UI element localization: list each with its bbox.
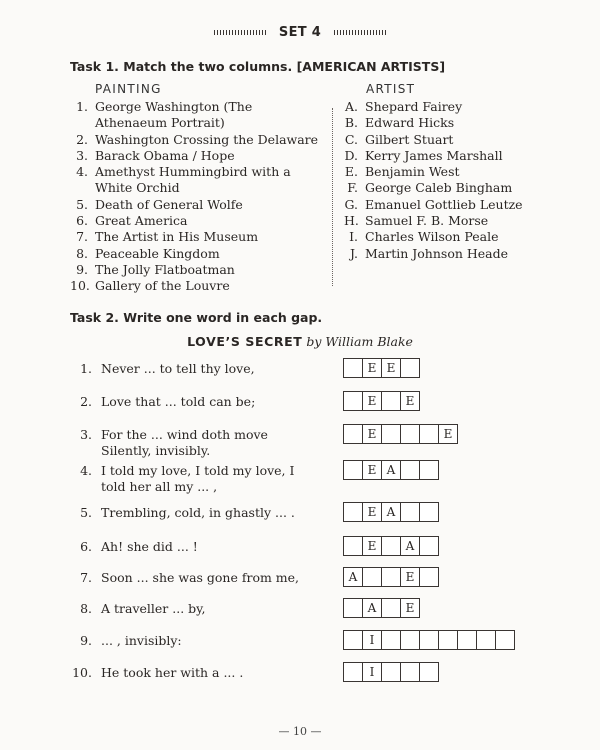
- line-text: Never ... to tell thy love,: [101, 361, 255, 376]
- item-text: Barack Obama / Hope: [95, 147, 235, 163]
- letter-grid: [343, 662, 439, 682]
- line-number: 9.: [80, 633, 92, 648]
- item-text: The Artist in His Museum: [95, 229, 259, 245]
- header-rule-right: [334, 30, 386, 35]
- list-item: [344, 197, 544, 213]
- item-number: 8.: [76, 245, 88, 261]
- letter-box[interactable]: E: [438, 424, 458, 444]
- line-number: 4.: [80, 463, 92, 478]
- letter-box[interactable]: E: [362, 502, 382, 522]
- letter-box[interactable]: [343, 358, 363, 378]
- item-number: H.: [344, 213, 359, 229]
- letter-box[interactable]: [400, 424, 420, 444]
- letter-grid: [343, 536, 439, 556]
- item-text: Shepard Fairey: [365, 99, 463, 114]
- letter-box[interactable]: [343, 502, 363, 522]
- item-text: Emanuel Gottlieb Leutze: [365, 196, 523, 212]
- letter-box[interactable]: [400, 460, 420, 480]
- list-item: [344, 213, 544, 229]
- list-item: [70, 278, 320, 294]
- letter-grid: [343, 358, 420, 378]
- item-text: Gilbert Stuart: [365, 131, 454, 147]
- letter-box[interactable]: [419, 460, 439, 480]
- letter-box[interactable]: [400, 630, 420, 650]
- letter-grid: [343, 567, 439, 587]
- letter-grid: [343, 391, 420, 411]
- letter-box[interactable]: E: [362, 536, 382, 556]
- list-item: [344, 132, 544, 148]
- line-text: Soon ... she was gone from me,: [101, 570, 300, 585]
- letter-box[interactable]: A: [400, 536, 420, 556]
- task2-title: Task 2. Write one word in each gap.: [70, 310, 323, 325]
- column-divider: [332, 108, 333, 286]
- item-text: Samuel F. B. Morse: [365, 213, 489, 229]
- list-item: [70, 148, 320, 164]
- item-text: Death of General Wolfe: [95, 196, 243, 212]
- line-number: 8.: [80, 601, 92, 616]
- letter-box[interactable]: [457, 630, 477, 650]
- letter-grid: [343, 460, 439, 480]
- letter-box[interactable]: [343, 662, 363, 682]
- list-item: [344, 99, 544, 115]
- item-text: Martin Johnson Heade: [365, 245, 509, 261]
- list-item: [344, 115, 544, 131]
- letter-grid: [343, 424, 458, 444]
- letter-box[interactable]: [381, 630, 401, 650]
- line-text: ... , invisibly:: [101, 633, 182, 648]
- item-number: B.: [344, 115, 358, 131]
- artist-column-header: ARTIST: [366, 82, 416, 96]
- letter-box[interactable]: [419, 630, 439, 650]
- painting-column-header: PAINTING: [95, 82, 162, 96]
- item-number: D.: [344, 147, 358, 163]
- letter-box[interactable]: [381, 567, 401, 587]
- letter-box[interactable]: A: [381, 502, 401, 522]
- letter-box[interactable]: [400, 502, 420, 522]
- letter-box[interactable]: [381, 598, 401, 618]
- task1-title: Task 1. Match the two columns. [AMERICAN ARTISTS]: [70, 59, 446, 74]
- item-number: 6.: [76, 213, 88, 229]
- item-number: 7.: [76, 229, 88, 245]
- letter-box[interactable]: E: [400, 391, 420, 411]
- letter-box[interactable]: E: [400, 567, 420, 587]
- list-item: [70, 229, 320, 245]
- line-text: Trembling, cold, in ghastly ... .: [101, 505, 295, 520]
- line-number: 1.: [80, 361, 92, 376]
- letter-box[interactable]: [343, 598, 363, 618]
- line-text: For the ... wind doth move Silently, invisibly.: [101, 427, 268, 458]
- item-number: 1.: [76, 99, 88, 114]
- line-text: He took her with a ... .: [101, 665, 244, 680]
- letter-box[interactable]: A: [343, 567, 363, 587]
- letter-box[interactable]: [381, 536, 401, 556]
- list-item: [70, 99, 320, 132]
- item-text: Edward Hicks: [365, 115, 455, 131]
- letter-box[interactable]: [362, 567, 382, 587]
- item-text: Peaceable Kingdom: [95, 245, 220, 261]
- item-number: I.: [349, 229, 358, 245]
- item-number: 4.: [76, 164, 88, 180]
- item-number: E.: [344, 164, 358, 180]
- letter-box[interactable]: [419, 502, 439, 522]
- item-number: 5.: [76, 196, 88, 212]
- letter-box[interactable]: [343, 536, 363, 556]
- item-text: Gallery of the Louvre: [95, 278, 230, 294]
- poem-title-line: [0, 334, 600, 349]
- list-item: [344, 246, 544, 262]
- item-text: Charles Wilson Peale: [365, 229, 499, 245]
- artist-list: [344, 99, 544, 262]
- item-text: Great America: [95, 213, 188, 229]
- letter-box[interactable]: [381, 424, 401, 444]
- line-text: Love that ... told can be;: [101, 394, 256, 409]
- letter-box[interactable]: [343, 630, 363, 650]
- letter-box[interactable]: [381, 391, 401, 411]
- letter-box[interactable]: A: [381, 460, 401, 480]
- item-text: Amethyst Hummingbird with a White Orchid: [95, 164, 291, 196]
- item-text: Benjamin West: [365, 164, 460, 180]
- line-number: 2.: [80, 394, 92, 409]
- letter-box[interactable]: [438, 630, 458, 650]
- letter-box[interactable]: [343, 391, 363, 411]
- letter-box[interactable]: [381, 662, 401, 682]
- list-item: [344, 180, 544, 196]
- item-number: 9.: [76, 261, 88, 277]
- item-number: F.: [347, 180, 358, 196]
- letter-box[interactable]: [419, 567, 439, 587]
- set-header: [0, 22, 600, 42]
- item-number: 2.: [76, 131, 88, 147]
- item-text: Kerry James Marshall: [365, 147, 503, 163]
- header-rule-left: [214, 30, 266, 35]
- line-text: Ah! she did ... !: [101, 539, 198, 554]
- list-item: [344, 229, 544, 245]
- item-number: A.: [344, 99, 358, 114]
- item-text: George Washington (The Athenaeum Portrait): [95, 99, 253, 131]
- letter-grid: [343, 630, 515, 650]
- line-number: 3.: [80, 427, 92, 442]
- letter-box[interactable]: E: [362, 460, 382, 480]
- list-item: [70, 197, 320, 213]
- letter-box[interactable]: [419, 536, 439, 556]
- letter-box[interactable]: [400, 358, 420, 378]
- letter-grid: [343, 598, 420, 618]
- letter-box[interactable]: I: [362, 662, 382, 682]
- item-number: 10.: [70, 278, 90, 294]
- item-number: G.: [344, 196, 358, 212]
- item-number: J.: [349, 245, 358, 261]
- letter-box[interactable]: A: [362, 598, 382, 618]
- item-number: C.: [344, 131, 358, 147]
- line-number: 10.: [72, 665, 92, 680]
- list-item: [70, 213, 320, 229]
- list-item: [70, 262, 320, 278]
- painting-list: [70, 99, 320, 295]
- letter-box[interactable]: E: [381, 358, 401, 378]
- letter-box[interactable]: I: [362, 630, 382, 650]
- item-text: The Jolly Flatboatman: [95, 261, 235, 277]
- letter-box[interactable]: [476, 630, 496, 650]
- letter-box[interactable]: [343, 460, 363, 480]
- item-text: Washington Crossing the Delaware: [95, 131, 319, 147]
- poem-title: LOVE’S SECRET: [187, 334, 303, 349]
- letter-box[interactable]: E: [362, 358, 382, 378]
- line-text: A traveller ... by,: [101, 601, 206, 616]
- line-number: 6.: [80, 539, 92, 554]
- line-number: 7.: [80, 570, 92, 585]
- letter-box[interactable]: [419, 662, 439, 682]
- set-title: SET 4: [278, 25, 322, 40]
- item-text: George Caleb Bingham: [365, 180, 513, 196]
- list-item: [70, 164, 320, 197]
- letter-box[interactable]: E: [400, 598, 420, 618]
- list-item: [70, 246, 320, 262]
- list-item: [344, 148, 544, 164]
- letter-grid: [343, 502, 439, 522]
- line-text: I told my love, I told my love, I told her all my ... ,: [101, 463, 295, 494]
- page-number: — 10 —: [278, 725, 322, 738]
- letter-box[interactable]: [400, 662, 420, 682]
- poem-author: by William Blake: [306, 334, 413, 349]
- item-number: 3.: [76, 147, 88, 163]
- list-item: [70, 132, 320, 148]
- letter-box[interactable]: [495, 630, 515, 650]
- letter-box[interactable]: [419, 424, 439, 444]
- letter-box[interactable]: [343, 424, 363, 444]
- line-number: 5.: [80, 505, 92, 520]
- list-item: [344, 164, 544, 180]
- letter-box[interactable]: E: [362, 424, 382, 444]
- letter-box[interactable]: E: [362, 391, 382, 411]
